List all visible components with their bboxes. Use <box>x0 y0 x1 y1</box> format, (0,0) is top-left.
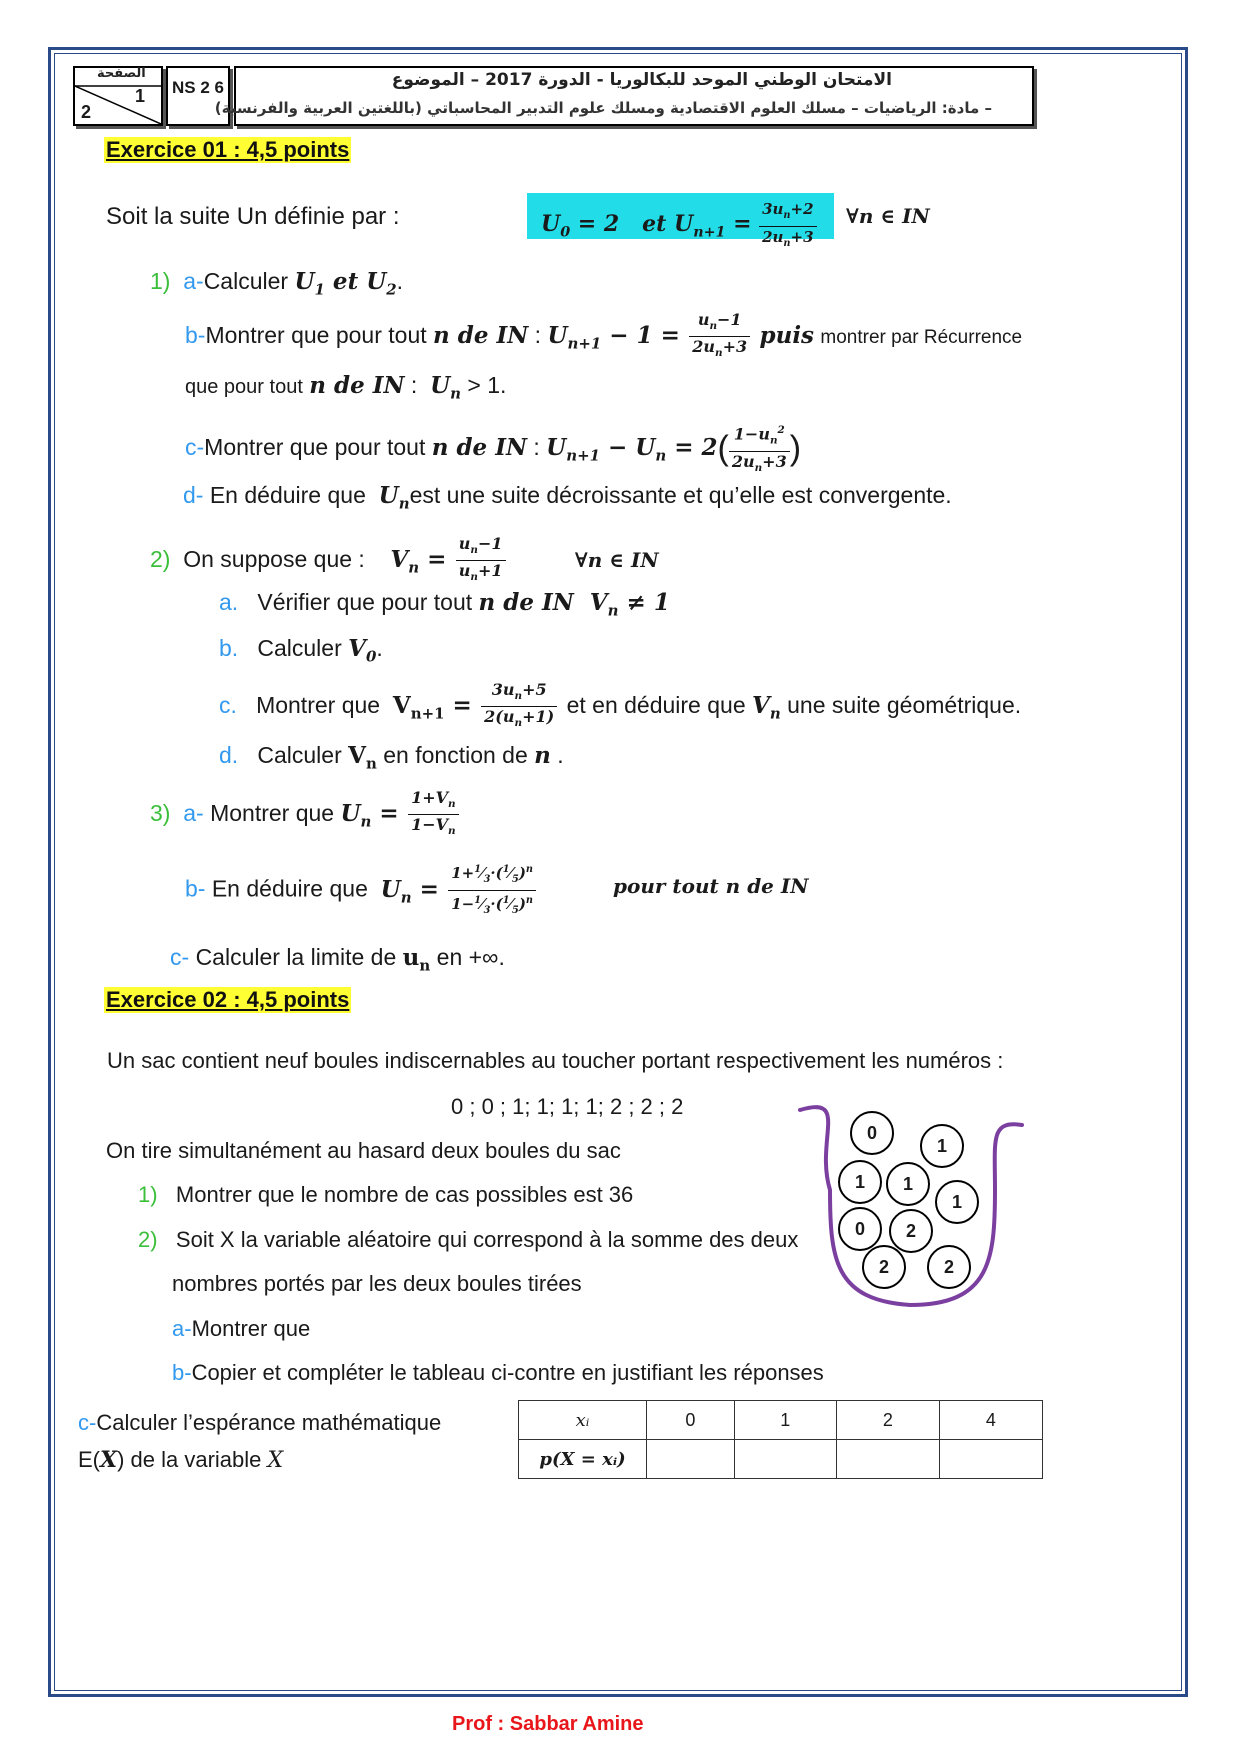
ball: 1 <box>920 1124 964 1168</box>
table-header-p: p(X = xᵢ) <box>519 1440 647 1479</box>
ex1-q3b: b- En déduire que $U_n$ = $\frac{1+^1⁄_3\cdot(^1⁄_5)^n}{1-^1⁄_3\cdot(^1⁄_5)^n}$ <box>185 860 539 921</box>
ex2-q1: 1) Montrer que le nombre de cas possibles est 36 <box>138 1182 634 1207</box>
exercise-1-title: Exercice 01 : 4,5 points <box>106 137 350 162</box>
table-cell-empty[interactable] <box>836 1440 939 1479</box>
ex2-q2: 2) Soit X la variable aléatoire qui correspond à la somme des deux <box>138 1227 799 1252</box>
ex2-draw: On tire simultanément au hasard deux boules du sac <box>106 1138 621 1163</box>
ex2-q2a: a-Montrer que <box>172 1316 311 1341</box>
ex1-q1a: 1) a-Calculer $U_1$ et $U_2$. <box>150 268 404 299</box>
exam-code-box <box>166 66 230 126</box>
footer-author: Prof : Sabbar Amine <box>452 1713 644 1735</box>
ex1-forall: ∀n ∈ IN <box>846 204 930 228</box>
page-current: 1 <box>135 86 146 106</box>
ex1-q2a: a. Vérifier que pour tout n de IN $V_n \ne 1$ <box>219 589 670 620</box>
ball: 1 <box>886 1162 930 1206</box>
ex1-q1b: b-Montrer que pour tout n de IN : $U_{n+1} - 1$ = $\frac{u_n-1}{2u_n+3}$ puis montrer par Récurrence <box>185 310 1023 360</box>
page-total: 2 <box>81 102 92 122</box>
probability-table <box>518 1400 1043 1479</box>
exam-title-line1: الامتحان الوطني الموحد للبكالوريا - الدورة 2017 – الموضوع <box>391 70 892 90</box>
table-cell: 1 <box>734 1401 836 1440</box>
ex1-q3a: 3) a- Montrer que $U_n$ = $\frac{1+V_n}{1-V_n}$ <box>150 788 462 841</box>
ball: 2 <box>862 1245 906 1289</box>
ex2-intro: Un sac contient neuf boules indiscernables au toucher portant respectivement les numéros : <box>107 1048 1004 1073</box>
ex2-q2c: c-Calculer l’espérance mathématique <box>78 1410 442 1435</box>
exam-code: NS 2 6 <box>172 78 224 97</box>
ex1-q2: 2) On suppose que : $V_n$ = $\frac{u_n-1}{u_n+1}$ ∀n ∈ IN <box>150 534 659 584</box>
ball: 2 <box>927 1245 971 1289</box>
table-header-xi: xᵢ <box>519 1401 647 1440</box>
ex1-q3b-end: pour tout n de IN <box>613 874 809 898</box>
page-label: الصفحة <box>97 66 146 81</box>
ball: 1 <box>935 1180 979 1224</box>
ex1-q2c: c. Montrer que $V_{n+1}$ = $\frac{3u_n+5}{2(u_n+1)}$ et en déduire que $V_n$ une suite géométrique. <box>219 680 1022 730</box>
ex1-q2b: b. Calculer $V_0$. <box>219 635 383 666</box>
exam-title-box <box>214 66 1034 126</box>
ex1-definition: $U_0 = 2$ et $U_{n+1}$ = $\frac{3u_n+2}{2u_n+3}$ <box>527 193 834 239</box>
ex1-q1d: d- En déduire que $U_nest$ une suite décroissante et qu’elle est convergente. <box>183 482 952 513</box>
table-row <box>519 1440 1043 1479</box>
bag-illustration <box>790 1100 1030 1315</box>
exam-title-line2: – مادة: الرياضيات – مسلك العلوم الاقتصادية ومسلك علوم التدبير المحاسباتي (باللغتين العربية والفرنسية) <box>214 99 992 117</box>
ex1-q3c: c- Calculer la limite de $u_n$ en +∞. <box>170 944 505 975</box>
ex1-q1b-cont: que pour tout n de IN : $U_n > 1$. <box>185 372 507 403</box>
table-cell-empty[interactable] <box>939 1440 1042 1479</box>
table-cell-empty[interactable] <box>647 1440 735 1479</box>
ex1-intro: Soit la suite Un définie par : <box>106 203 400 230</box>
ex1-q1c: c-Montrer que pour tout n de IN : $U_{n+1} - U_n = 2$( $\frac{1-u_n^2}{2u_n+3}$ ) <box>185 420 801 478</box>
exercise-2-title: Exercice 02 : 4,5 points <box>106 987 350 1012</box>
ball: 2 <box>889 1209 933 1253</box>
ex2-q2b: b-Copier et compléter le tableau ci-contre en justifiant les réponses <box>172 1360 824 1385</box>
table-cell-empty[interactable] <box>734 1440 836 1479</box>
ball: 0 <box>850 1111 894 1155</box>
ex2-numbers: 0 ; 0 ; 1; 1; 1; 1; 2 ; 2 ; 2 <box>451 1094 684 1119</box>
ex2-q2-cont: nombres portés par les deux boules tirées <box>172 1271 582 1296</box>
table-cell: 4 <box>939 1401 1042 1440</box>
page-number-box <box>73 66 163 126</box>
table-row <box>519 1401 1043 1440</box>
ex1-q2d: d. Calculer $V_n$ en fonction de n . <box>219 742 564 773</box>
table-cell: 0 <box>647 1401 735 1440</box>
ball: 0 <box>838 1207 882 1251</box>
ball: 1 <box>838 1160 882 1204</box>
ex2-q2c-cont: E(X) de la variable X <box>78 1447 284 1473</box>
table-cell: 2 <box>836 1401 939 1440</box>
